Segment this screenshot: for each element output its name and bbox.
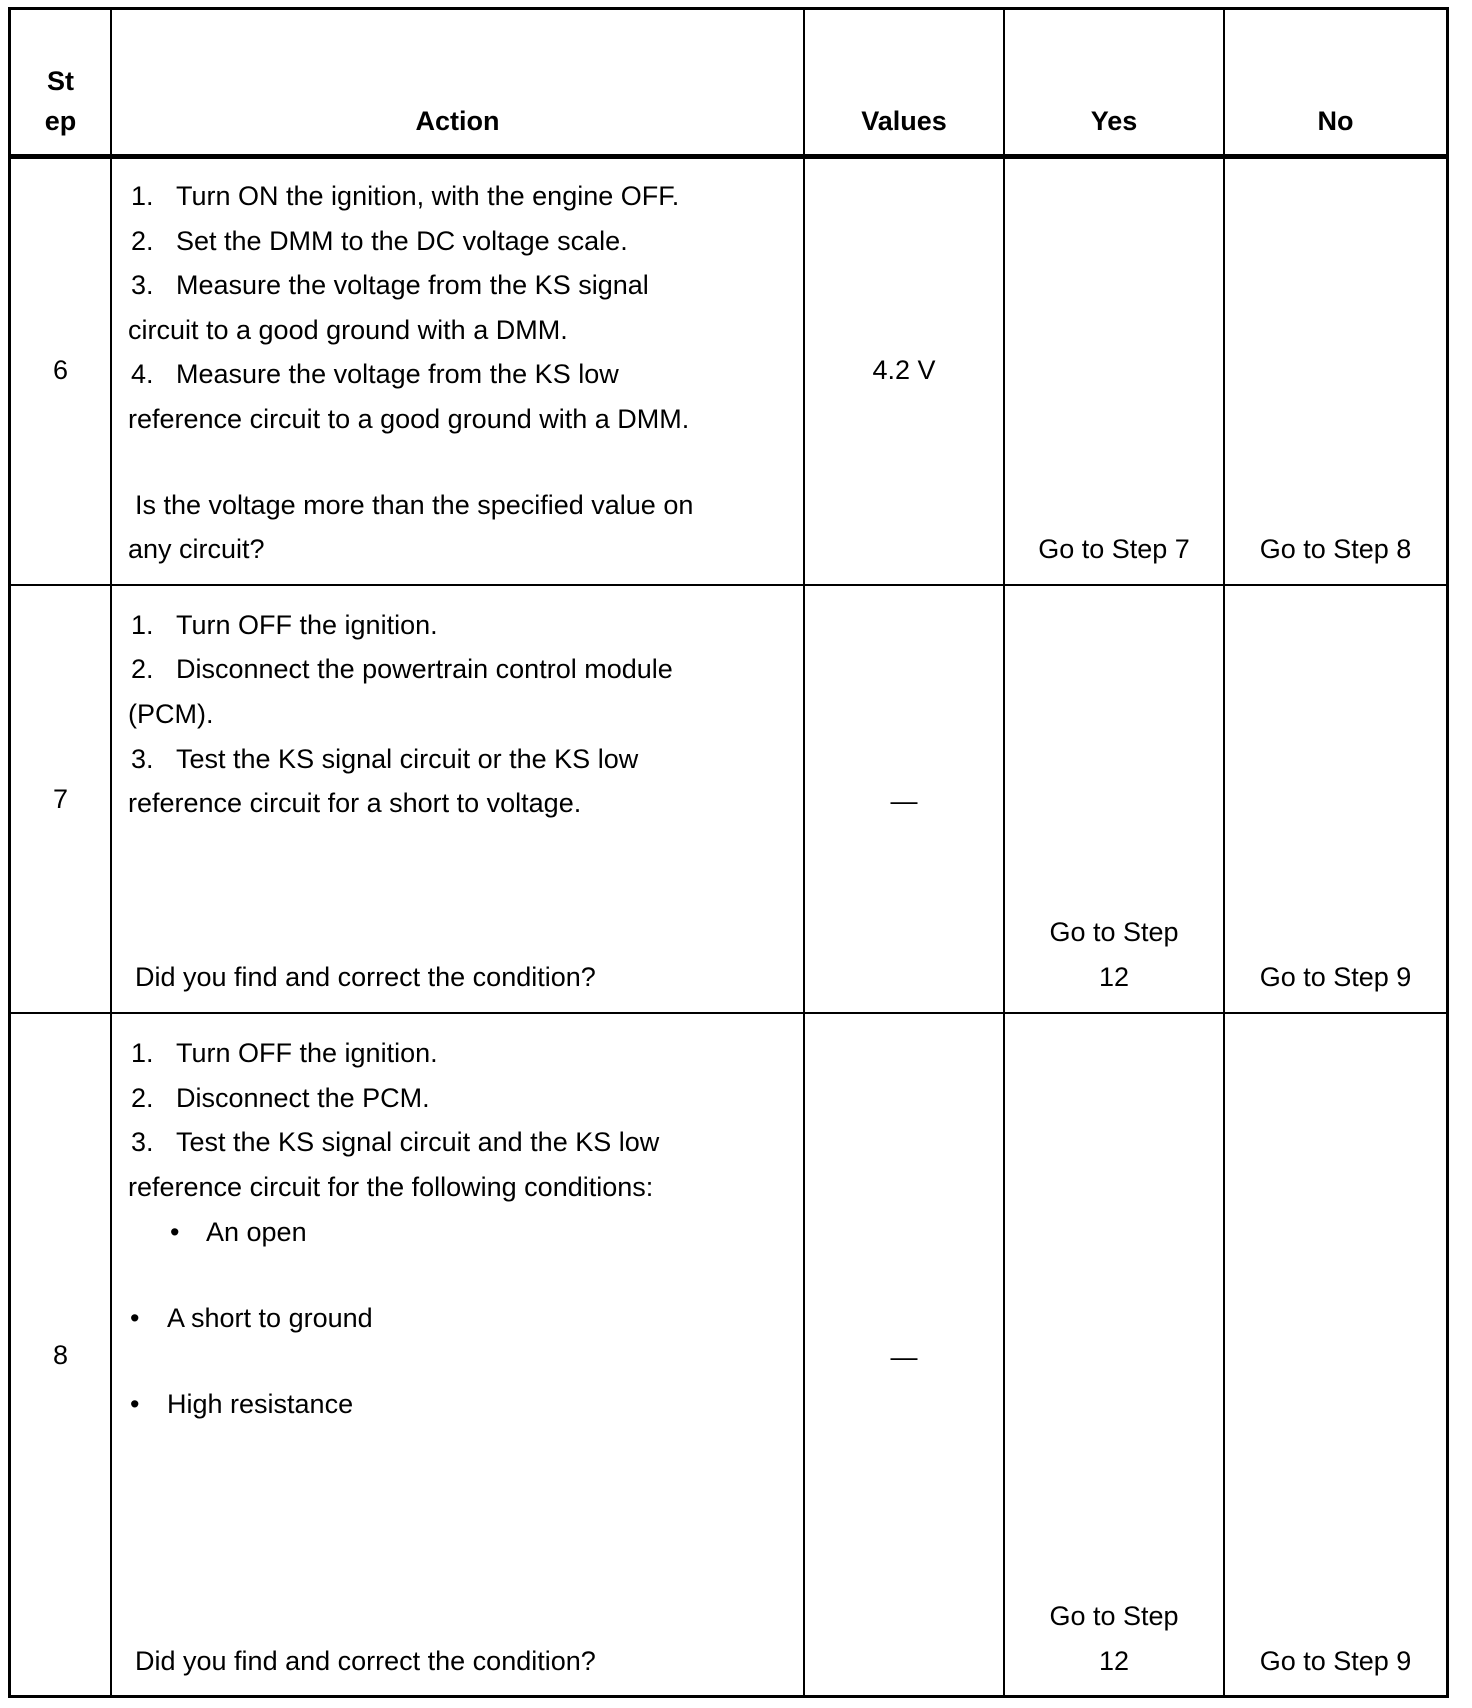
bullet-icon: • — [130, 1303, 140, 1333]
action-item-continuation: reference circuit for the following conditions: — [128, 1172, 654, 1202]
action-item-number: 1. — [131, 610, 154, 640]
action-item-number: 2. — [131, 654, 154, 684]
action-item-text: Measure the voltage from the KS signal — [176, 270, 649, 300]
table-border-left — [8, 7, 11, 1698]
bullet-icon: • — [130, 1389, 140, 1419]
step-value: — — [890, 786, 918, 816]
condition-item: An open — [206, 1217, 307, 1247]
action-item-number: 2. — [131, 226, 154, 256]
action-item-text: Test the KS signal circuit or the KS low — [176, 744, 639, 774]
column-divider — [110, 7, 112, 1698]
action-item-text: Measure the voltage from the KS low — [176, 359, 619, 389]
action-item-number: 2. — [131, 1083, 154, 1113]
yes-go-to-step: 12 — [1098, 962, 1130, 992]
action-item-text: Turn OFF the ignition. — [176, 1038, 438, 1068]
action-item-number: 1. — [131, 181, 154, 211]
table-border-top — [8, 7, 1449, 10]
header-step-line1: St — [47, 66, 74, 96]
action-item-number: 3. — [131, 270, 154, 300]
table-border-right — [1446, 7, 1449, 1698]
no-go-to-step: Go to Step 9 — [1259, 962, 1412, 992]
header-step-line2: ep — [44, 106, 77, 136]
action-item-number: 4. — [131, 359, 154, 389]
yes-go-to-step: Go to Step — [1049, 917, 1179, 947]
yes-go-to-step: Go to Step 7 — [1038, 534, 1190, 564]
action-item-continuation: (PCM). — [128, 699, 214, 729]
action-item-text: Turn OFF the ignition. — [176, 610, 438, 640]
row-divider — [8, 584, 1449, 586]
header-yes: Yes — [1090, 106, 1138, 136]
action-item-text: Turn ON the ignition, with the engine OFF. — [176, 181, 680, 211]
condition-item: High resistance — [167, 1389, 354, 1419]
bullet-icon: • — [170, 1217, 180, 1247]
step-value: 4.2 V — [872, 355, 936, 385]
action-question: any circuit? — [128, 534, 265, 564]
condition-item: A short to ground — [167, 1303, 373, 1333]
no-go-to-step: Go to Step 9 — [1259, 1646, 1412, 1676]
step-number: 8 — [52, 1340, 69, 1370]
column-divider — [1223, 7, 1225, 1698]
action-question: Is the voltage more than the specified value on — [135, 490, 694, 520]
action-item-continuation: reference circuit to a good ground with a DMM. — [128, 404, 690, 434]
header-values: Values — [861, 106, 947, 136]
column-divider — [1003, 7, 1005, 1698]
step-number: 7 — [52, 784, 69, 814]
action-item-continuation: circuit to a good ground with a DMM. — [128, 315, 568, 345]
column-divider — [803, 7, 805, 1698]
action-question: Did you find and correct the condition? — [135, 1646, 596, 1676]
step-value: — — [890, 1342, 918, 1372]
action-item-text: Test the KS signal circuit and the KS low — [176, 1127, 660, 1157]
table-border-bottom — [8, 1695, 1449, 1698]
action-item-number: 1. — [131, 1038, 154, 1068]
action-item-number: 3. — [131, 1127, 154, 1157]
header-action: Action — [415, 106, 500, 136]
no-go-to-step: Go to Step 8 — [1259, 534, 1412, 564]
header-no: No — [1317, 106, 1354, 136]
action-item-text: Disconnect the powertrain control module — [176, 654, 673, 684]
action-item-number: 3. — [131, 744, 154, 774]
header-divider — [8, 154, 1449, 159]
action-item-text: Disconnect the PCM. — [176, 1083, 430, 1113]
row-divider — [8, 1012, 1449, 1014]
action-item-text: Set the DMM to the DC voltage scale. — [176, 226, 628, 256]
action-item-continuation: reference circuit for a short to voltage. — [128, 788, 582, 818]
yes-go-to-step: Go to Step — [1049, 1601, 1179, 1631]
step-number: 6 — [52, 355, 69, 385]
action-question: Did you find and correct the condition? — [135, 962, 596, 992]
yes-go-to-step: 12 — [1098, 1646, 1130, 1676]
